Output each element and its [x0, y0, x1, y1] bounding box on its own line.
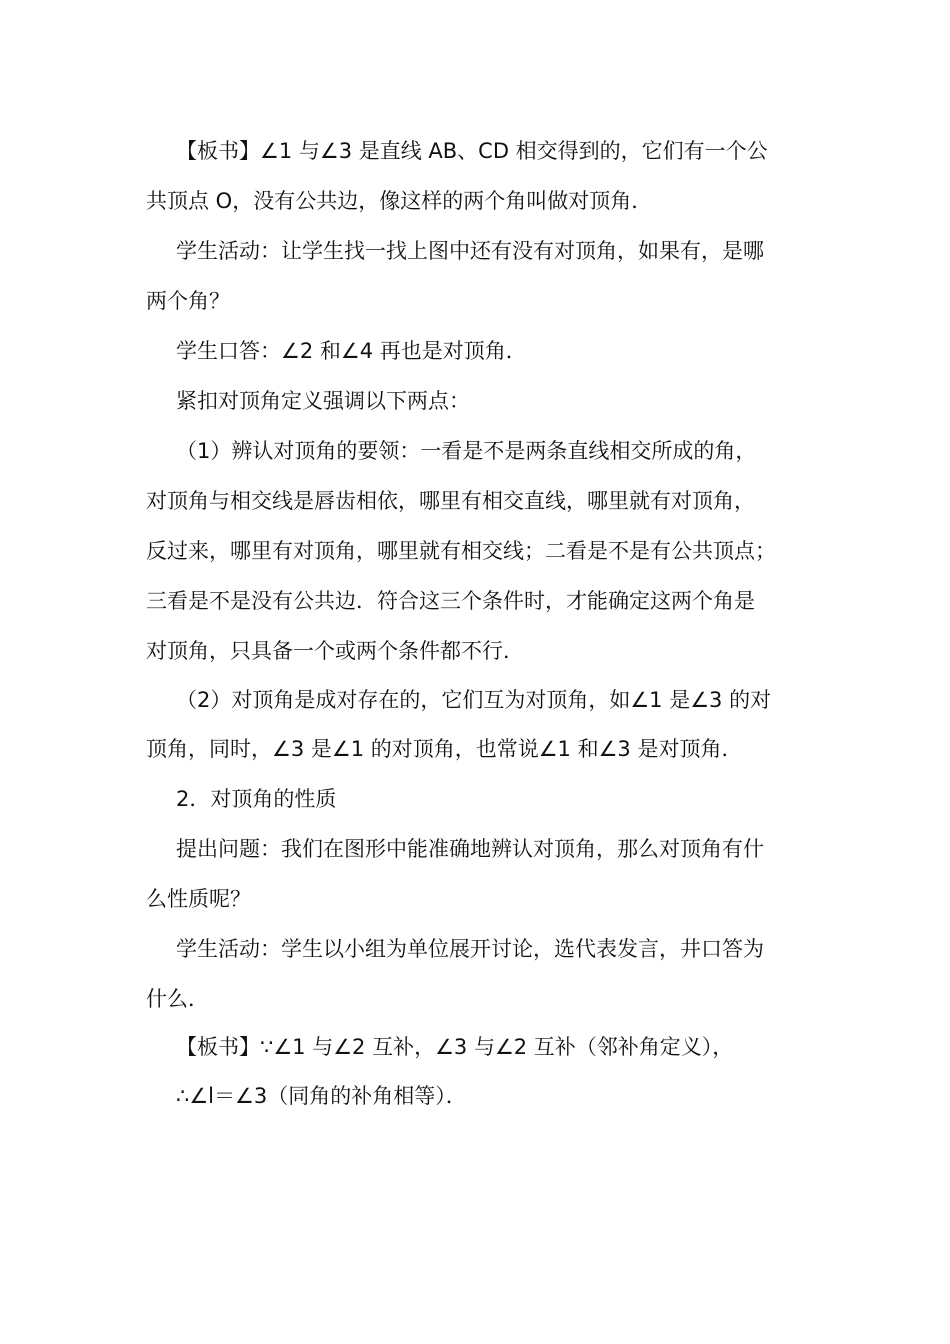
paragraph-line: 共顶点 O，没有公共边，像这样的两个角叫做对顶角．: [146, 189, 653, 213]
paragraph-line: 什么．: [146, 987, 209, 1011]
paragraph-line: 【板书】∵∠1 与∠2 互补，∠3 与∠2 互补（邻补角定义），: [176, 1035, 734, 1059]
paragraph-line: 学生活动：让学生找一找上图中还有没有对顶角，如果有，是哪: [176, 239, 764, 263]
paragraph-line: 么性质呢？: [146, 887, 251, 911]
paragraph-line: 对顶角，只具备一个或两个条件都不行．: [146, 639, 524, 663]
paragraph-line: 反过来，哪里有对顶角，哪里就有相交线；二看是不是有公共顶点；: [146, 539, 776, 563]
paragraph-line: 对顶角与相交线是唇齿相依，哪里有相交直线，哪里就有对顶角，: [146, 489, 755, 513]
paragraph-line: 提出问题：我们在图形中能准确地辨认对顶角，那么对顶角有什: [176, 837, 764, 861]
paragraph-line: 顶角，同时，∠3 是∠1 的对顶角，也常说∠1 和∠3 是对顶角．: [146, 737, 743, 761]
paragraph-line: 两个角？: [146, 289, 230, 313]
paragraph-line: 学生口答：∠2 和∠4 再也是对顶角．: [176, 339, 527, 363]
paragraph-line: 学生活动：学生以小组为单位展开讨论，选代表发言，井口答为: [176, 937, 764, 961]
paragraph-line: 三看是不是没有公共边．符合这三个条件时，才能确定这两个角是: [146, 589, 755, 613]
section-heading: 2．对顶角的性质: [176, 787, 337, 811]
paragraph-line: 紧扣对顶角定义强调以下两点：: [176, 389, 470, 413]
paragraph-line: ∴∠l＝∠3（同角的补角相等）．: [176, 1084, 467, 1108]
paragraph-line: 【板书】∠1 与∠3 是直线 AB、CD 相交得到的，它们有一个公: [176, 139, 768, 163]
paragraph-line: （1）辨认对顶角的要领：一看是不是两条直线相交所成的角，: [176, 439, 757, 463]
paragraph-line: （2）对顶角是成对存在的，它们互为对顶角，如∠1 是∠3 的对: [176, 688, 772, 712]
